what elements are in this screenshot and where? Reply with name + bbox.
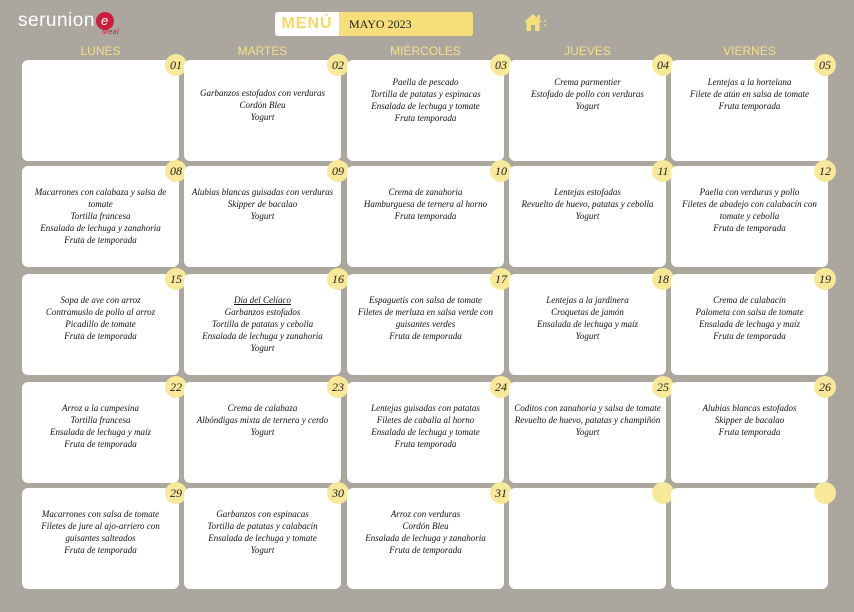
home-suffix: : — [543, 15, 547, 29]
dish-item: Lentejas estofadas — [554, 187, 621, 197]
day-cell — [22, 164, 182, 267]
day-number-badge: 18 — [652, 268, 674, 290]
dish-item: Alubias blancas guisadas con verduras — [191, 187, 334, 197]
day-cell — [184, 164, 344, 267]
day-number-badge: 09 — [327, 160, 349, 182]
dish-list — [188, 508, 337, 556]
dish-item: Fruta de temporada — [713, 223, 786, 233]
dish-list — [675, 76, 824, 112]
weekday-jueves: JUEVES — [564, 44, 611, 58]
dish-item: Fruta temporada — [394, 113, 457, 123]
dish-item: Yogurt — [250, 427, 275, 437]
day-number-badge: 19 — [814, 268, 836, 290]
day-number-badge: 22 — [165, 376, 187, 398]
dish-item: Día del Celíaco — [234, 295, 291, 305]
dish-item: Fruta de temporada — [64, 235, 137, 245]
dish-item: Tortilla francesa — [70, 211, 131, 221]
dish-item: Fruta de temporada — [64, 331, 137, 341]
day-cell — [509, 380, 669, 483]
dish-item: Cordón Bleu — [402, 521, 449, 531]
dish-item: Skipper de bacalao — [227, 199, 298, 209]
dish-item: Crema de calabacín — [713, 295, 786, 305]
dish-list — [513, 294, 662, 342]
dish-item: Yogurt — [575, 331, 600, 341]
brand-name: serunion — [18, 10, 95, 31]
dish-item: Ensalada de lechuga y tomate — [371, 101, 480, 111]
day-cell — [347, 380, 507, 483]
dish-item: Fruta temporada — [394, 211, 457, 221]
dish-item: Fruta de temporada — [713, 331, 786, 341]
dish-list — [513, 76, 662, 112]
dish-item: Tortilla de patatas y cebolla — [211, 319, 314, 329]
day-cell — [671, 488, 828, 589]
dish-item: Garbanzos estofados con verduras — [200, 88, 325, 98]
dish-list — [675, 402, 824, 438]
day-number-badge: 25 — [652, 376, 674, 398]
day-number-badge: 24 — [490, 376, 512, 398]
dish-item: Picadillo de tomate — [65, 319, 136, 329]
dish-item: Ensalada de lechuga y tomate — [208, 533, 317, 543]
dish-item: Crema parmentier — [554, 77, 621, 87]
dish-list — [188, 186, 337, 222]
dish-item: Tortilla de patatas y calabacín — [207, 521, 318, 531]
home-icon[interactable] — [523, 13, 549, 33]
day-cell — [671, 58, 831, 161]
weekday-miércoles: MIÉRCOLES — [390, 44, 461, 58]
dish-item: Garbanzos estofados — [224, 307, 301, 317]
day-number-badge: 30 — [327, 482, 349, 504]
day-cell — [671, 272, 831, 375]
day-cell — [509, 488, 666, 589]
day-cell — [22, 58, 182, 161]
dish-item: Revuelto de huevo, patatas y cebolla — [521, 199, 654, 209]
day-cell — [22, 380, 182, 483]
dish-item: Lentejas a la hortelana — [707, 77, 792, 87]
dish-list — [675, 294, 824, 342]
day-cell — [671, 380, 831, 483]
dish-item: Palometa con salsa de tomate — [695, 307, 804, 317]
dish-list — [26, 186, 175, 246]
day-cell — [509, 58, 669, 161]
day-cell — [184, 58, 344, 161]
brand-sub: Meal — [102, 29, 120, 36]
dish-list — [188, 294, 337, 354]
day-number-badge: 29 — [165, 482, 187, 504]
dish-item: Arroz con verduras — [390, 509, 461, 519]
dish-list — [675, 186, 824, 234]
dish-item: Albóndigas mixta de ternera y cerdo — [196, 415, 329, 425]
day-number-badge: 12 — [814, 160, 836, 182]
dish-list — [513, 186, 662, 222]
dish-item: Crema de zanahoria — [388, 187, 463, 197]
dish-item: Filetes de caballa al horno — [376, 415, 475, 425]
day-number-badge — [814, 482, 836, 504]
weekday-viernes: VIERNES — [723, 44, 776, 58]
day-cell — [347, 272, 507, 375]
dish-item: Macarrones con calabaza y salsa de tomate — [34, 187, 167, 209]
dish-item: Yogurt — [250, 211, 275, 221]
day-number-badge: 03 — [490, 54, 512, 76]
dish-item: Filetes de jure al ajo-arriero con guisantes salteados — [41, 521, 160, 543]
day-number-badge: 15 — [165, 268, 187, 290]
day-cell — [22, 486, 182, 589]
dish-item: Yogurt — [575, 427, 600, 437]
day-cell — [184, 272, 344, 375]
day-number-badge: 02 — [327, 54, 349, 76]
day-number-badge: 23 — [327, 376, 349, 398]
day-number-badge: 10 — [490, 160, 512, 182]
dish-item: Ensalada de lechuga y zanahoria — [40, 223, 161, 233]
dish-item: Yogurt — [250, 545, 275, 555]
dish-item: Ensalada de lechuga y zanahoria — [365, 533, 486, 543]
weekday-header — [0, 44, 854, 58]
dish-item: Arroz a la campesina — [62, 403, 139, 413]
dish-item: Revuelto de huevo, patatas y champiñón — [514, 415, 661, 425]
day-cell — [509, 164, 669, 267]
day-number-badge: 17 — [490, 268, 512, 290]
dish-list — [26, 508, 175, 556]
brand-logo — [18, 10, 120, 36]
dish-item: Filete de atún en salsa de tomate — [690, 89, 809, 99]
day-cell — [509, 272, 669, 375]
weekday-lunes: LUNES — [80, 44, 121, 58]
dish-item: Ensalada de lechuga y maíz — [537, 319, 638, 329]
dish-item: Yogurt — [575, 211, 600, 221]
dish-item: Fruta temporada — [394, 439, 457, 449]
dish-item: Tortilla de patatas y espinacas — [370, 89, 481, 99]
dish-item: Ensalada de lechuga y zanahoria — [202, 331, 323, 341]
dish-item: Lentejas guisadas con patatas — [371, 403, 480, 413]
dish-list — [188, 87, 337, 123]
dish-item: Filetes de merluza en salsa verde con guisantes verdes — [357, 307, 494, 329]
dish-list — [351, 402, 500, 450]
dish-item: Yogurt — [250, 112, 275, 122]
dish-list — [188, 402, 337, 438]
dish-item: Alubias blancas estofados — [702, 403, 797, 413]
dish-item: Ensalada de lechuga y maíz — [699, 319, 800, 329]
dish-list — [26, 294, 175, 342]
day-number-badge: 04 — [652, 54, 674, 76]
dish-item: Fruta temporada — [718, 101, 781, 111]
dish-item: Sopa de ave con arroz — [60, 295, 141, 305]
dish-item: Filetes de abadejo con calabacín con tomate y cebolla — [682, 199, 817, 221]
dish-item: Macarrones con salsa de tomate — [41, 509, 160, 519]
menu-header — [275, 12, 473, 36]
menu-month: MAYO 2023 — [339, 12, 473, 36]
dish-list — [351, 508, 500, 556]
day-cell — [347, 58, 507, 161]
dish-item: Croquetas de jamón — [551, 307, 624, 317]
dish-item: Ensalada de lechuga y maíz — [50, 427, 151, 437]
dish-list — [513, 402, 662, 438]
dish-item: Fruta de temporada — [389, 331, 462, 341]
day-number-badge: 16 — [327, 268, 349, 290]
dish-item: Crema de calabaza — [227, 403, 298, 413]
dish-item: Paella con verduras y pollo — [699, 187, 800, 197]
day-number-badge: 01 — [165, 54, 187, 76]
dish-item: Lentejas a la jardinera — [546, 295, 629, 305]
dish-list — [26, 402, 175, 450]
dish-item: Hamburguesa de ternera al horno — [363, 199, 488, 209]
dish-item: Estofado de pollo con verduras — [531, 89, 644, 99]
day-cell — [347, 164, 507, 267]
dish-item: Ensalada de lechuga y tomate — [371, 427, 480, 437]
dish-item: Garbanzos con espinacas — [216, 509, 309, 519]
brand-mark: e — [96, 12, 114, 30]
dish-list — [351, 294, 500, 342]
day-cell — [184, 486, 344, 589]
day-number-badge: 31 — [490, 482, 512, 504]
weekday-martes: MARTES — [237, 44, 288, 58]
dish-item: Cordón Bleu — [239, 100, 286, 110]
menu-label: MENÚ — [281, 15, 333, 32]
day-cell — [184, 380, 344, 483]
dish-list — [351, 76, 500, 124]
day-number-badge: 26 — [814, 376, 836, 398]
dish-item: Fruta de temporada — [64, 545, 137, 555]
dish-item: Yogurt — [250, 343, 275, 353]
day-number-badge: 11 — [652, 160, 674, 182]
dish-item: Paella de pescado — [392, 77, 459, 87]
dish-item: Fruta de temporada — [64, 439, 137, 449]
dish-item: Skipper de bacalao — [714, 415, 785, 425]
day-cell — [22, 272, 182, 375]
day-number-badge: 08 — [165, 160, 187, 182]
dish-item: Tortilla francesa — [70, 415, 131, 425]
dish-item: Fruta de temporada — [389, 545, 462, 555]
day-cell — [671, 164, 831, 267]
dish-item: Espaguetis con salsa de tomate — [369, 295, 482, 305]
dish-item: Fruta temporada — [718, 427, 781, 437]
day-cell — [347, 486, 507, 589]
dish-item: Yogurt — [575, 101, 600, 111]
day-number-badge: 05 — [814, 54, 836, 76]
dish-list — [351, 186, 500, 222]
dish-item: Contramuslo de pollo al arroz — [45, 307, 156, 317]
dish-item: Coditos con zanahoria y salsa de tomate — [514, 403, 661, 413]
